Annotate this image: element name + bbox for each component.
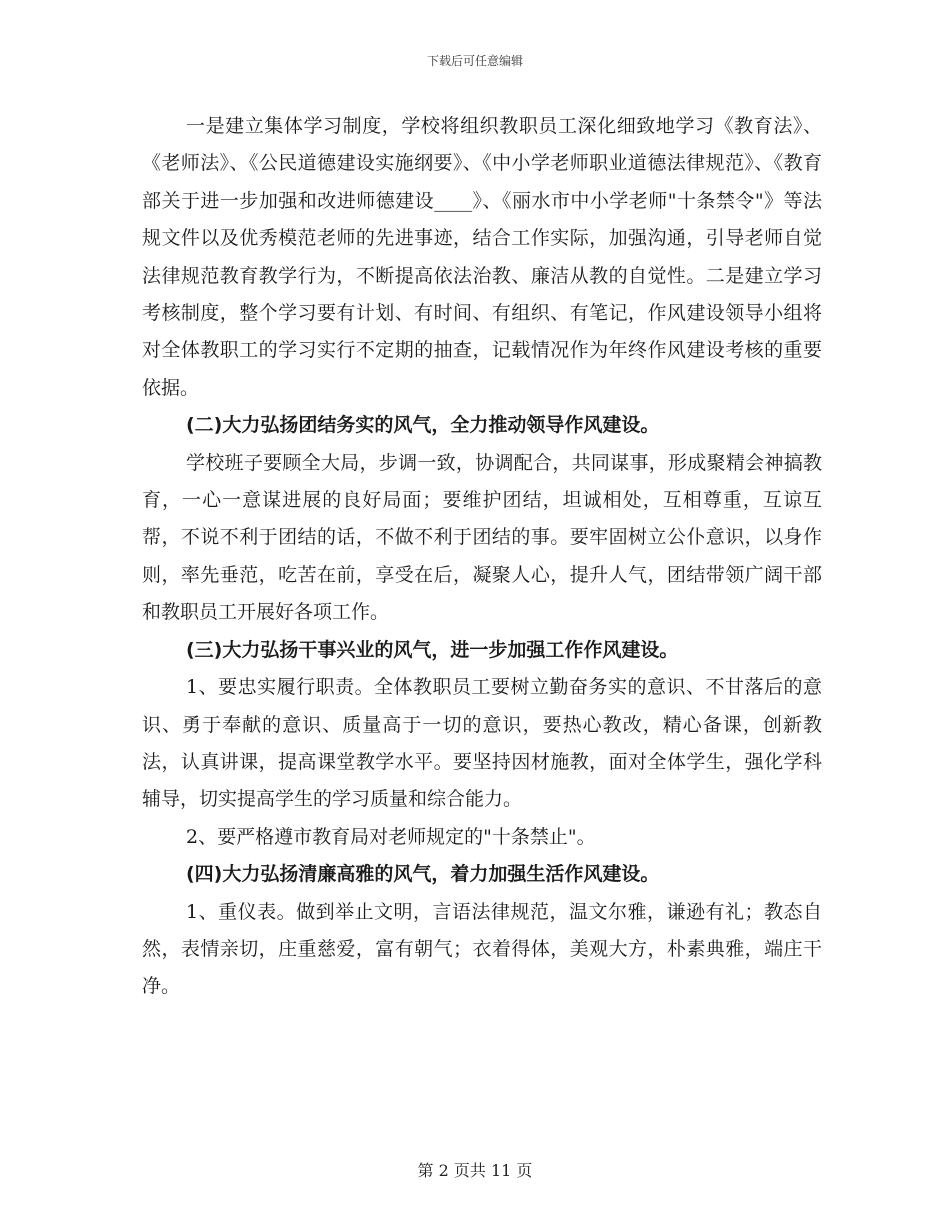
document-body [142,108,822,1006]
section-heading-4: (四)大力弘扬清廉高雅的风气，着力加强生活作风建设。 [186,863,660,886]
paragraph-study-system: 一是建立集体学习制度，学校将组织教职员工深化细致地学习《教育法》、《老师法》、《公民道德建设实施纲要》、《中小学老师职业道德法律规范》、《教育部关于进一步加强和改进师德建设____》、《丽水市中小学老师"十条禁令"》等法规文件以及优秀模范老师的先进事迹，结合工作实际，加强沟通，引导老师自觉法律规范教育教学行为，不断提高依法治教、廉洁从教的自觉性。二是建立学习考核制度，整个学习要有计划、有时间、有组织、有笔记，作风建设领导小组将对全体教职工的学习实行不定期的抽查，记载情况作为年终作风建设考核的重要依据。 [142,115,822,399]
paragraph-duties: 1、要忠实履行职责。全体教职员工要树立勤奋务实的意识、不甘落后的意识、勇于奉献的意识、质量高于一切的意识，要热心教改，精心备课，创新教法，认真讲课，提高课堂教学水平。要坚持因材施教，面对全体学生，强化学科辅导，切实提高学生的学习质量和综合能力。 [142,676,822,811]
section-heading-3: (三)大力弘扬干事兴业的风气，进一步加强工作作风建设。 [186,638,679,661]
paragraph-ten-prohibitions: 2、要严格遵市教育局对老师规定的"十条禁止"。 [186,825,596,848]
page-footer: 第 2 页共 11 页 [417,1161,533,1180]
section-heading-2: (二)大力弘扬团结务实的风气，全力推动领导作风建设。 [186,414,660,437]
paragraph-leadership: 学校班子要顾全大局，步调一致，协调配合，共同谋事，形成聚精会神搞教育，一心一意谋进展的良好局面；要维护团结，坦诚相处，互相尊重，互谅互帮，不说不利于团结的话，不做不利于团结的事。要牢固树立公仆意识，以身作则，率先垂范，吃苦在前，享受在后，凝聚人心，提升人气，团结带领广阔干部和教职员工开展好各项工作。 [142,451,822,624]
paragraph-appearance: 1、重仪表。做到举止文明，言语法律规范，温文尔雅，谦逊有礼；教态自然，表情亲切，庄重慈爱，富有朝气；衣着得体，美观大方，朴素典雅，端庄干净。 [142,900,822,998]
page-header: 下载后可任意编辑 [426,54,523,68]
